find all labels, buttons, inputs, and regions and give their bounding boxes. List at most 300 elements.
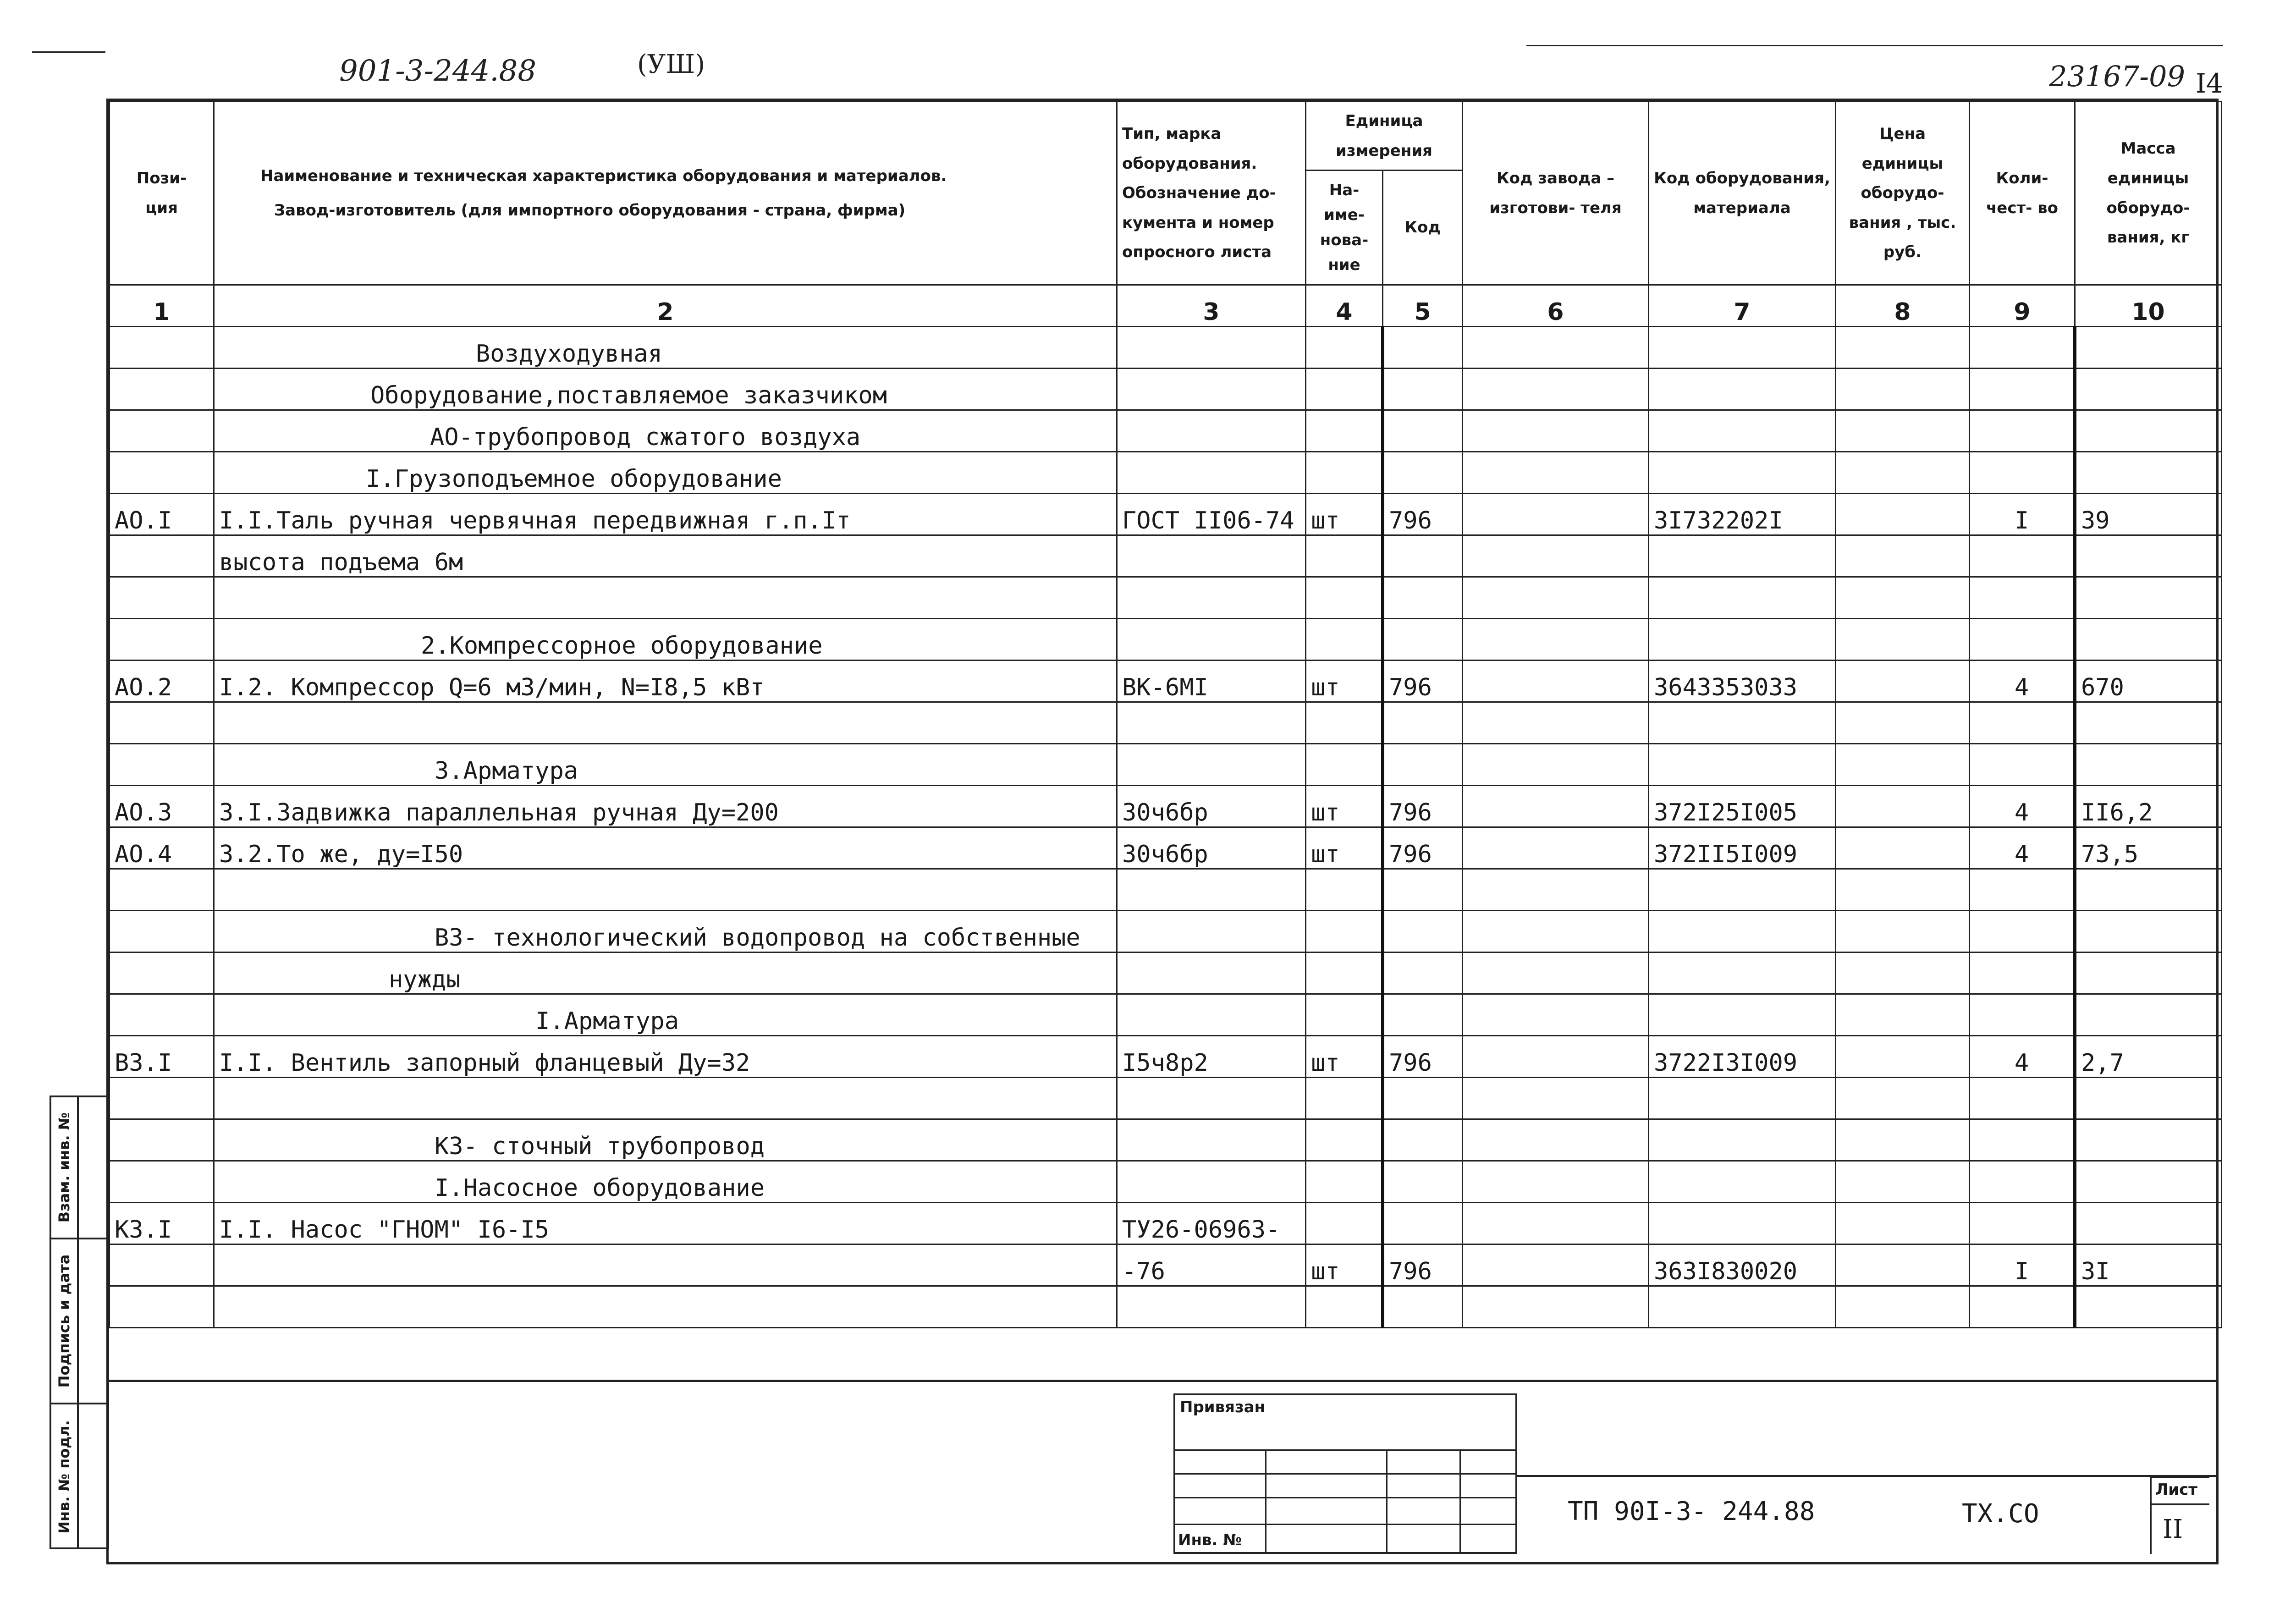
- position-cell: В3.I: [110, 1036, 214, 1078]
- table-row: [110, 1078, 2222, 1119]
- section-heading: 2.Компрессорное оборудование: [421, 632, 823, 660]
- top-rule-left: [32, 51, 105, 53]
- section-heading: К3- сточный трубопровод: [435, 1133, 765, 1160]
- equip-code-cell: [1649, 619, 1836, 661]
- type-cell: ВК-6МI: [1117, 661, 1306, 702]
- col-header-plant-code-text: Код завода – изготови- теля: [1489, 169, 1622, 217]
- position-cell: АО.I: [110, 494, 214, 535]
- col-header-equip-code: [1649, 102, 1836, 285]
- unit-cell: шт: [1306, 661, 1383, 702]
- unit-code-cell: [1383, 911, 1463, 952]
- quantity-cell: [1970, 369, 2075, 410]
- quantity-cell: [1970, 1078, 2075, 1119]
- quantity-cell: [1970, 1161, 2075, 1203]
- quantity-cell: I: [1970, 1244, 2075, 1286]
- unit-cell: [1306, 577, 1383, 619]
- plant-code-cell: [1463, 744, 1649, 786]
- sheet-value: II: [2163, 1514, 2183, 1544]
- price-cell: [1836, 369, 1970, 410]
- column-number: 3: [1117, 285, 1306, 327]
- price-cell: [1836, 1036, 1970, 1078]
- column-number: 2: [214, 285, 1117, 327]
- side-sign-date: [51, 1239, 77, 1404]
- name-cell: I.I. Вентиль запорный фланцевый Ду=32: [214, 1036, 1117, 1078]
- price-cell: [1836, 327, 1970, 369]
- name-cell: [214, 369, 1117, 410]
- type-cell: [1117, 1078, 1306, 1119]
- column-number: 7: [1649, 285, 1836, 327]
- document-mark-code: ТХ.СО: [1962, 1499, 2039, 1529]
- col-header-unit-group-text: Единица измерения: [1336, 111, 1432, 160]
- price-cell: [1836, 577, 1970, 619]
- col-header-unit-name: [1306, 171, 1383, 285]
- unit-code-cell: [1383, 369, 1463, 410]
- unit-cell: [1306, 369, 1383, 410]
- type-cell: [1117, 994, 1306, 1036]
- table-row: [110, 911, 2222, 952]
- price-cell: [1836, 827, 1970, 869]
- mass-cell: [2075, 952, 2222, 994]
- section-heading: Оборудование,поставляемое заказчиком: [370, 382, 887, 409]
- plant-code-cell: [1463, 494, 1649, 535]
- plant-code-cell: [1463, 661, 1649, 702]
- col-header-quantity-text: Коли- чест- во: [1986, 169, 2059, 217]
- type-cell: [1117, 1161, 1306, 1203]
- column-number: 9: [1970, 285, 2075, 327]
- plant-code-cell: [1463, 452, 1649, 494]
- column-number: 8: [1836, 285, 1970, 327]
- position-cell: [110, 410, 214, 452]
- mass-cell: [2075, 535, 2222, 577]
- equip-code-cell: 3643353033: [1649, 661, 1836, 702]
- col-header-quantity: [1970, 102, 2075, 285]
- unit-code-cell: 796: [1383, 494, 1463, 535]
- unit-code-cell: [1383, 1161, 1463, 1203]
- plant-code-cell: [1463, 1203, 1649, 1244]
- position-cell: [110, 535, 214, 577]
- plant-code-cell: [1463, 1078, 1649, 1119]
- section-heading: I.Насосное оборудование: [435, 1174, 765, 1202]
- plant-code-cell: [1463, 994, 1649, 1036]
- side-replace-inv-box: [77, 1097, 109, 1239]
- price-cell: [1836, 786, 1970, 827]
- table-row: [110, 535, 2222, 577]
- price-cell: [1836, 911, 1970, 952]
- quantity-cell: 4: [1970, 661, 2075, 702]
- section-heading: 3.Арматура: [435, 757, 578, 785]
- unit-code-cell: 796: [1383, 827, 1463, 869]
- name-cell: [214, 869, 1117, 911]
- col-header-name-line1: Наименование и техническая характеристика оборудования и материалов.: [260, 166, 947, 185]
- col-header-unit-code-text: Код: [1404, 218, 1441, 237]
- price-cell: [1836, 1244, 1970, 1286]
- column-number: 1: [110, 285, 214, 327]
- document-mark: (УШ): [637, 50, 705, 79]
- side-sign-date-label: Подпись и дата: [55, 1254, 73, 1388]
- type-cell: ТУ26-06963-: [1117, 1203, 1306, 1244]
- table-row: [110, 827, 2222, 869]
- unit-code-cell: 796: [1383, 1244, 1463, 1286]
- price-cell: [1836, 452, 1970, 494]
- type-cell: 30ч6бр: [1117, 827, 1306, 869]
- equip-code-cell: 372I25I005: [1649, 786, 1836, 827]
- position-cell: [110, 1244, 214, 1286]
- table-row: [110, 494, 2222, 535]
- mass-cell: [2075, 410, 2222, 452]
- unit-code-cell: [1383, 619, 1463, 661]
- unit-code-cell: [1383, 1119, 1463, 1161]
- table-row: [110, 869, 2222, 911]
- price-cell: [1836, 535, 1970, 577]
- plant-code-cell: [1463, 702, 1649, 744]
- price-cell: [1836, 619, 1970, 661]
- name-cell: 3.2.То же, ду=I50: [214, 827, 1117, 869]
- quantity-cell: [1970, 869, 2075, 911]
- plant-code-cell: [1463, 911, 1649, 952]
- col-header-unit-code: [1383, 171, 1463, 285]
- unit-code-cell: [1383, 994, 1463, 1036]
- quantity-cell: [1970, 994, 2075, 1036]
- price-cell: [1836, 661, 1970, 702]
- side-orig-inv: [51, 1404, 77, 1549]
- name-cell: [214, 1119, 1117, 1161]
- unit-code-cell: [1383, 410, 1463, 452]
- mass-cell: [2075, 577, 2222, 619]
- unit-cell: [1306, 1119, 1383, 1161]
- top-rule-right: [1526, 45, 2223, 46]
- side-orig-inv-label: Инв. № подл.: [55, 1420, 73, 1534]
- title-block-area: [106, 1382, 2219, 1564]
- type-cell: I5ч8р2: [1117, 1036, 1306, 1078]
- price-cell: [1836, 869, 1970, 911]
- inv-no-label: Инв. №: [1178, 1531, 1242, 1549]
- quantity-cell: [1970, 452, 2075, 494]
- col-header-position-text: Пози- ция: [136, 169, 187, 217]
- plant-code-cell: [1463, 786, 1649, 827]
- unit-cell: [1306, 869, 1383, 911]
- type-cell: [1117, 577, 1306, 619]
- sheet-box: [2150, 1476, 2209, 1554]
- table-row: [110, 1244, 2222, 1286]
- unit-cell: [1306, 410, 1383, 452]
- name-cell: [214, 577, 1117, 619]
- name-cell: 3.I.Задвижка параллельная ручная Ду=200: [214, 786, 1117, 827]
- plant-code-cell: [1463, 1036, 1649, 1078]
- col-header-position: [110, 102, 214, 285]
- col-header-price: [1836, 102, 1970, 285]
- price-cell: [1836, 952, 1970, 994]
- name-cell: [214, 327, 1117, 369]
- position-cell: [110, 994, 214, 1036]
- section-heading: нужды: [389, 966, 461, 993]
- quantity-cell: [1970, 619, 2075, 661]
- quantity-cell: [1970, 577, 2075, 619]
- quantity-cell: [1970, 535, 2075, 577]
- unit-cell: [1306, 1203, 1383, 1244]
- mass-cell: [2075, 369, 2222, 410]
- table-row: [110, 619, 2222, 661]
- section-heading: I.Арматура: [535, 1007, 679, 1035]
- mass-cell: [2075, 1161, 2222, 1203]
- col-header-name-line2: Завод-изготовитель (для импортного оборудования - страна, фирма): [274, 201, 906, 220]
- price-cell: [1836, 1203, 1970, 1244]
- quantity-cell: 4: [1970, 1036, 2075, 1078]
- col-header-type-text: Тип, марка оборудования. Обозначение до- кумента и номер опросного листа: [1122, 125, 1276, 262]
- plant-code-cell: [1463, 1119, 1649, 1161]
- name-cell: [214, 619, 1117, 661]
- plant-code-cell: [1463, 952, 1649, 994]
- unit-cell: [1306, 744, 1383, 786]
- equip-code-cell: [1649, 577, 1836, 619]
- equip-code-cell: [1649, 410, 1836, 452]
- sheet-label: Лист: [2155, 1481, 2197, 1499]
- name-cell: высота подъема 6м: [214, 535, 1117, 577]
- section-heading: I.Грузоподъемное оборудование: [366, 465, 782, 493]
- equip-code-cell: [1649, 369, 1836, 410]
- sheet-number-top: I4: [2196, 68, 2223, 99]
- mass-cell: [2075, 619, 2222, 661]
- plant-code-cell: [1463, 1161, 1649, 1203]
- table-row: [110, 661, 2222, 702]
- unit-code-cell: [1383, 1078, 1463, 1119]
- type-cell: [1117, 1286, 1306, 1328]
- type-cell: [1117, 619, 1306, 661]
- unit-code-cell: [1383, 535, 1463, 577]
- plant-code-cell: [1463, 327, 1649, 369]
- table-row: [110, 702, 2222, 744]
- type-cell: [1117, 869, 1306, 911]
- position-cell: [110, 1286, 214, 1328]
- mass-cell: 670: [2075, 661, 2222, 702]
- equip-code-cell: [1649, 869, 1836, 911]
- type-cell: [1117, 410, 1306, 452]
- side-orig-inv-box: [77, 1404, 109, 1549]
- price-cell: [1836, 702, 1970, 744]
- equip-code-cell: [1649, 702, 1836, 744]
- section-heading: В3- технологический водопровод на собственные: [435, 924, 1080, 952]
- table-row: [110, 1036, 2222, 1078]
- document-number: 901-3-244.88: [339, 54, 537, 88]
- position-cell: [110, 577, 214, 619]
- position-cell: [110, 744, 214, 786]
- plant-code-cell: [1463, 869, 1649, 911]
- quantity-cell: [1970, 1203, 2075, 1244]
- equip-code-cell: [1649, 535, 1836, 577]
- col-header-type: [1117, 102, 1306, 285]
- column-number: 6: [1463, 285, 1649, 327]
- plant-code-cell: [1463, 827, 1649, 869]
- quantity-cell: [1970, 702, 2075, 744]
- mass-cell: 3I: [2075, 1244, 2222, 1286]
- plant-code-cell: [1463, 1286, 1649, 1328]
- position-cell: [110, 911, 214, 952]
- side-replace-inv-label: Взам. инв. №: [55, 1112, 73, 1223]
- name-cell: I.I.Таль ручная червячная передвижная г.п.Iт: [214, 494, 1117, 535]
- title-block-divider: [1517, 1475, 2219, 1477]
- mass-cell: [2075, 452, 2222, 494]
- quantity-cell: 4: [1970, 827, 2075, 869]
- name-cell: [214, 1161, 1117, 1203]
- name-cell: I.2. Компрессор Q=6 м3/мин, N=I8,5 кВт: [214, 661, 1117, 702]
- type-cell: -76: [1117, 1244, 1306, 1286]
- mass-cell: 73,5: [2075, 827, 2222, 869]
- unit-cell: [1306, 994, 1383, 1036]
- side-replace-inv: [51, 1097, 77, 1239]
- type-cell: [1117, 1119, 1306, 1161]
- type-cell: [1117, 911, 1306, 952]
- attached-label: Привязан: [1180, 1398, 1266, 1416]
- position-cell: АО.2: [110, 661, 214, 702]
- equip-code-cell: 372II5I009: [1649, 827, 1836, 869]
- type-cell: [1117, 452, 1306, 494]
- plant-code-cell: [1463, 410, 1649, 452]
- mass-cell: [2075, 994, 2222, 1036]
- unit-code-cell: [1383, 577, 1463, 619]
- side-stamp: [50, 1096, 109, 1549]
- name-cell: [214, 410, 1117, 452]
- name-cell: [214, 911, 1117, 952]
- mass-cell: [2075, 327, 2222, 369]
- name-cell: [214, 744, 1117, 786]
- column-number: 5: [1383, 285, 1463, 327]
- mass-cell: 39: [2075, 494, 2222, 535]
- mass-cell: [2075, 869, 2222, 911]
- specification-table: [106, 99, 2219, 1382]
- price-cell: [1836, 744, 1970, 786]
- price-cell: [1836, 1286, 1970, 1328]
- position-cell: [110, 869, 214, 911]
- attachment-stamp: [1173, 1393, 1517, 1554]
- table-row: [110, 1161, 2222, 1203]
- quantity-cell: [1970, 1286, 2075, 1328]
- unit-cell: [1306, 452, 1383, 494]
- type-cell: [1117, 327, 1306, 369]
- unit-cell: [1306, 535, 1383, 577]
- unit-cell: [1306, 1078, 1383, 1119]
- sheet-divider: [2150, 1503, 2209, 1505]
- unit-cell: шт: [1306, 1036, 1383, 1078]
- unit-cell: [1306, 702, 1383, 744]
- table-row: [110, 452, 2222, 494]
- table-row: [110, 786, 2222, 827]
- unit-cell: [1306, 1161, 1383, 1203]
- unit-code-cell: [1383, 1203, 1463, 1244]
- unit-code-cell: [1383, 744, 1463, 786]
- col-header-unit-group: [1306, 102, 1463, 171]
- position-cell: [110, 327, 214, 369]
- unit-cell: [1306, 619, 1383, 661]
- mass-cell: [2075, 1286, 2222, 1328]
- price-cell: [1836, 1119, 1970, 1161]
- unit-code-cell: 796: [1383, 786, 1463, 827]
- plant-code-cell: [1463, 619, 1649, 661]
- quantity-cell: [1970, 744, 2075, 786]
- col-header-plant-code: [1463, 102, 1649, 285]
- price-cell: [1836, 994, 1970, 1036]
- name-cell: [214, 1244, 1117, 1286]
- name-cell: [214, 994, 1117, 1036]
- unit-cell: [1306, 1286, 1383, 1328]
- equip-code-cell: [1649, 1078, 1836, 1119]
- quantity-cell: [1970, 1119, 2075, 1161]
- quantity-cell: [1970, 952, 2075, 994]
- mass-cell: [2075, 1078, 2222, 1119]
- mass-cell: 2,7: [2075, 1036, 2222, 1078]
- position-cell: [110, 619, 214, 661]
- type-cell: [1117, 744, 1306, 786]
- name-cell: [214, 952, 1117, 994]
- col-header-price-text: Цена единицы оборудо- вания , тыс. руб.: [1849, 125, 1956, 262]
- table-row: [110, 1119, 2222, 1161]
- col-header-mass-text: Масса единицы оборудо- вания, кг: [2106, 139, 2190, 247]
- quantity-cell: [1970, 327, 2075, 369]
- name-cell: [214, 1286, 1117, 1328]
- col-header-name: [214, 102, 1117, 285]
- price-cell: [1836, 1078, 1970, 1119]
- col-header-mass: [2075, 102, 2222, 285]
- plant-code-cell: [1463, 535, 1649, 577]
- table-row: [110, 410, 2222, 452]
- unit-cell: [1306, 952, 1383, 994]
- unit-code-cell: 796: [1383, 1036, 1463, 1078]
- section-heading: Воздуходувная: [476, 340, 662, 368]
- document-code: ТП 90I-3- 244.88: [1568, 1497, 1815, 1526]
- col-header-unit-name-text: На- име- нова- ние: [1320, 181, 1369, 274]
- equip-code-cell: [1649, 911, 1836, 952]
- column-number: 4: [1306, 285, 1383, 327]
- column-number: 10: [2075, 285, 2222, 327]
- equip-code-cell: [1649, 952, 1836, 994]
- side-sign-date-box: [77, 1239, 109, 1404]
- position-cell: [110, 1119, 214, 1161]
- position-cell: [110, 952, 214, 994]
- type-cell: ГОСТ II06-74: [1117, 494, 1306, 535]
- price-cell: [1836, 410, 1970, 452]
- table-row: [110, 1286, 2222, 1328]
- equip-code-cell: [1649, 1161, 1836, 1203]
- table-row: [110, 952, 2222, 994]
- equip-code-cell: [1649, 327, 1836, 369]
- quantity-cell: I: [1970, 494, 2075, 535]
- plant-code-cell: [1463, 577, 1649, 619]
- name-cell: [214, 702, 1117, 744]
- table-row: [110, 744, 2222, 786]
- column-number-row: [110, 285, 2222, 327]
- unit-cell: [1306, 911, 1383, 952]
- equip-code-cell: 3722I3I009: [1649, 1036, 1836, 1078]
- type-cell: [1117, 702, 1306, 744]
- col-header-equip-code-text: Код оборудования, материала: [1654, 169, 1830, 217]
- section-heading: АО-трубопровод сжатого воздуха: [430, 424, 861, 451]
- mass-cell: [2075, 744, 2222, 786]
- unit-code-cell: [1383, 952, 1463, 994]
- unit-cell: [1306, 327, 1383, 369]
- archive-number: 23167-09: [2049, 60, 2186, 93]
- table-row: [110, 327, 2222, 369]
- unit-cell: шт: [1306, 494, 1383, 535]
- equip-code-cell: 3I732202I: [1649, 494, 1836, 535]
- plant-code-cell: [1463, 1244, 1649, 1286]
- mass-cell: [2075, 702, 2222, 744]
- quantity-cell: [1970, 911, 2075, 952]
- equip-code-cell: [1649, 452, 1836, 494]
- position-cell: [110, 1161, 214, 1203]
- mass-cell: [2075, 911, 2222, 952]
- equip-code-cell: [1649, 1286, 1836, 1328]
- unit-code-cell: [1383, 1286, 1463, 1328]
- table-row: [110, 577, 2222, 619]
- unit-code-cell: [1383, 869, 1463, 911]
